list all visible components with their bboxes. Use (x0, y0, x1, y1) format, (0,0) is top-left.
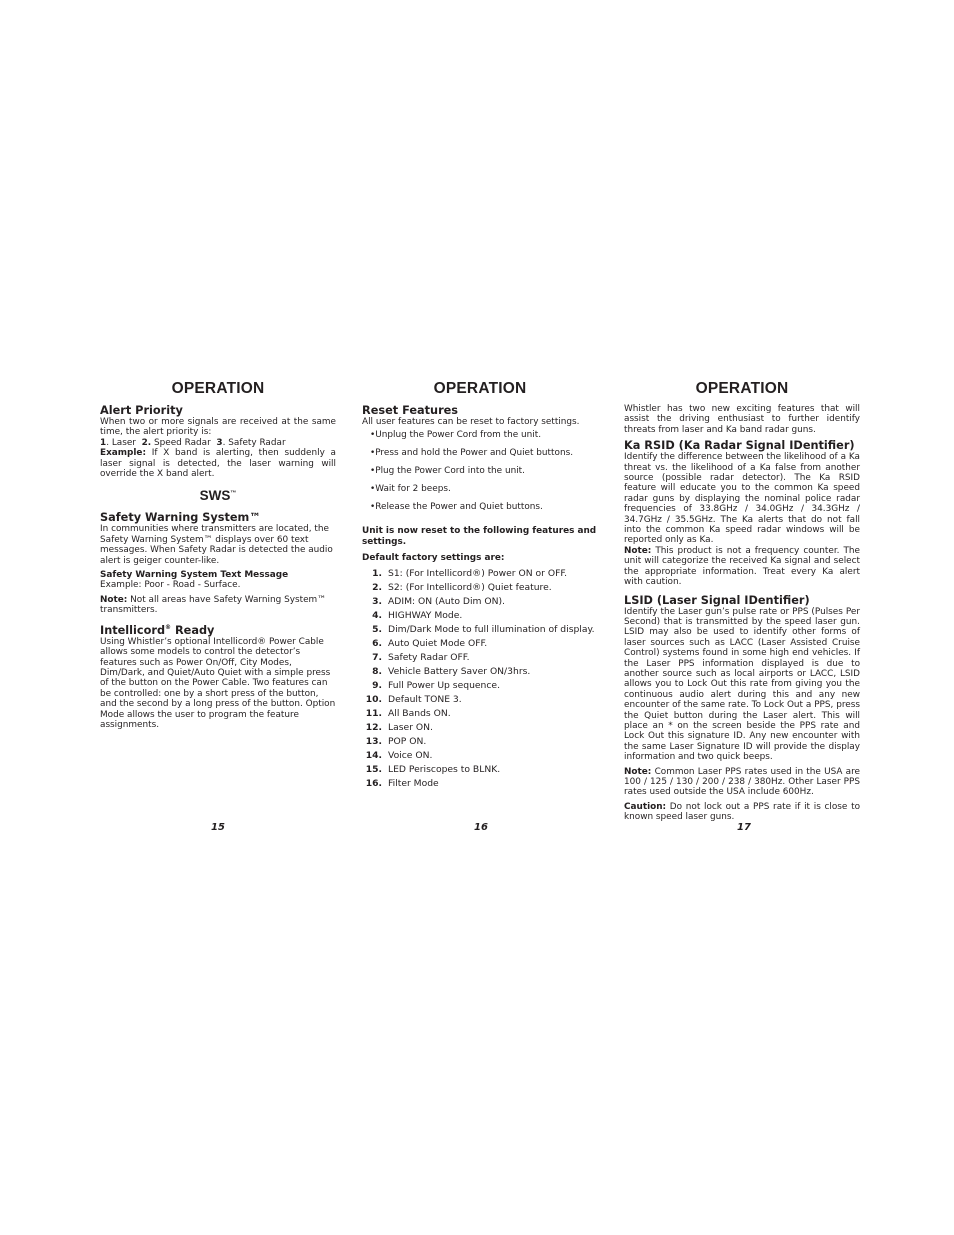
alert-priority-heading: Alert Priority (100, 404, 183, 417)
lsid-text: Identify the Laser gun’s pulse rate or PPS (Pulses Per Second) that is transmitted by the speed laser gun. LSID may also be used to identify other forms of laser sources such as LACC (Laser Assisted Cruise Control) systems found in some high end vehicles. If the Laser PPS information displayed is due to another source such as local airports or LACC, LSID allows you to Lock Out this rate from giving you the continuous audio alert during this and any new encounter of the same rate. To Lock Out a PPS, press the Quiet button during the Laser alert. This will place an * on the screen beside the PPS rate and Lock Out this signature ID. Any new encounter with the same Laser Signature ID will provide the display information and two quick beeps. (624, 606, 860, 763)
list-item (362, 639, 598, 653)
note-text: Not all areas have Safety Warning System™ transmitters. (100, 594, 327, 616)
sws-trademark: ™ (230, 490, 237, 497)
item-number: 6. (372, 637, 382, 649)
item-number: 14. (365, 749, 382, 761)
item-number: 4. (372, 609, 382, 621)
list-item (362, 709, 598, 723)
list-item (362, 569, 598, 583)
priority-2-number: 2. (141, 437, 152, 448)
caution-note (624, 802, 860, 823)
item-number: 8. (372, 665, 382, 677)
note-label: Note: (624, 545, 652, 556)
example-label: Example: (100, 448, 146, 459)
item-text: ADIM: ON (Auto Dim ON). (388, 595, 505, 607)
example-text: If X band is alerting, then suddenly a laser signal is detected, the laser warning will override the X band alert. (100, 448, 336, 480)
reset-intro: All user features can be reset to factory settings. (362, 417, 580, 427)
item-text: Filter Mode (388, 777, 439, 789)
sws-title (100, 488, 336, 503)
list-item (362, 653, 598, 667)
caution-text: Do not lock out a PPS rate if it is close to known speed laser guns. (624, 801, 860, 823)
item-text: Voice ON. (388, 749, 433, 761)
list-item (362, 625, 598, 639)
col3-intro: Whistler has two new exciting features that will assist the driving enthusiast to further identify threats from laser and Ka band radar guns. (624, 404, 860, 435)
page-16-column (362, 380, 598, 793)
item-number: 9. (372, 679, 382, 691)
item-text: LED Periscopes to BLNK. (388, 763, 501, 775)
list-item (362, 751, 598, 765)
item-number: 2. (372, 581, 382, 593)
reset-step: •Release the Power and Quiet buttons. (370, 502, 543, 513)
list-item (362, 779, 598, 793)
intellicord-heading-suffix: Ready (171, 623, 215, 637)
item-text: Auto Quiet Mode OFF. (388, 637, 488, 649)
page-title: OPERATION (433, 380, 527, 397)
item-text: HIGHWAY Mode. (388, 609, 463, 621)
page-15-column (100, 380, 336, 730)
list-item (362, 765, 598, 779)
default-settings-label: Default factory settings are: (362, 553, 505, 564)
list-item (362, 681, 598, 695)
intellicord-text: Using Whistler’s optional Intellicord® Power Cable allows some models to control the detector’s features such as Power On/Off, City Modes, Dim/Dark, and Quiet/Auto Quiet with a simple press of the button on the Power Cable. Two features can be controlled: one by a short press of the button, and the second by a long press of the button. Option Mode allows the user to program the feature assignments. (100, 636, 336, 730)
item-number: 10. (365, 693, 382, 705)
item-text: Default TONE 3. (388, 693, 462, 705)
list-item (362, 597, 598, 611)
item-number: 13. (365, 735, 382, 747)
page-17-column (624, 380, 860, 823)
list-item (362, 667, 598, 681)
item-number: 11. (365, 707, 382, 719)
item-text: All Bands ON. (388, 707, 451, 719)
item-number: 1. (372, 567, 382, 579)
reset-features-heading: Reset Features (362, 404, 459, 417)
item-text: Vehicle Battery Saver ON/3hrs. (388, 665, 531, 677)
lsid-heading: LSID (Laser Signal IDentifier) (624, 593, 810, 607)
alert-priority-intro: When two or more signals are received at the same time, the alert priority is: (100, 417, 336, 438)
item-number: 16. (365, 777, 382, 789)
page-title: OPERATION (695, 380, 789, 397)
reset-steps (362, 430, 598, 512)
item-text: Dim/Dark Mode to full illumination of display. (388, 623, 595, 635)
note-text: Common Laser PPS rates used in the USA are 100 / 125 / 130 / 200 / 238 / 380Hz. Other Laser PPS rates used outside the USA include 600Hz. (624, 766, 860, 798)
reset-step: •Press and hold the Power and Quiet buttons. (370, 448, 574, 459)
priority-3-number: 3 (216, 437, 223, 448)
sws-example: Example: Poor - Road - Surface. (100, 580, 241, 591)
priority-2-label: Speed Radar (153, 437, 211, 448)
item-number: 3. (372, 595, 382, 607)
note-label: Note: (100, 594, 128, 605)
registered-mark: ® (165, 623, 172, 631)
priority-1-number: 1 (100, 437, 107, 448)
reset-note: Unit is now reset to the following features and settings. (362, 526, 597, 547)
item-text: Safety Radar OFF. (388, 651, 470, 663)
item-text: Laser ON. (388, 721, 433, 733)
intellicord-heading (100, 624, 336, 637)
intellicord-heading-text: Intellicord (100, 623, 166, 637)
reset-step: •Wait for 2 beeps. (370, 484, 451, 495)
priority-1-label: . Laser (106, 437, 136, 448)
item-number: 5. (372, 623, 382, 635)
list-item (362, 611, 598, 625)
sws-text: In communities where transmitters are located, the Safety Warning System™ displays over 60 text messages. When Safety Radar is detected the audio alert is geiger counter-like. (100, 524, 333, 566)
sws-title-text: SWS (199, 488, 231, 504)
sws-note (100, 595, 336, 616)
item-text: Full Power Up sequence. (388, 679, 500, 691)
item-text: S1: (For Intellicord®) Power ON or OFF. (388, 567, 568, 579)
alert-priority-example (100, 448, 336, 479)
sws-heading: Safety Warning System™ (100, 511, 261, 525)
ka-rsid-text: Identify the difference between the likelihood of a Ka threat vs. the likelihood of a Ka false from another source (possible radar detector). The Ka RSID feature will educate you to the common Ka speed radar guns by displaying the nominal police radar frequencies of 33.8GHz / 34.0GHz / 34.3GHz / 34.7GHz / 35.5GHz. The Ka alerts that do not fall into the common Ka speed radar windows will be reported only as Ka. (624, 452, 860, 546)
item-number: 15. (365, 763, 382, 775)
list-item (362, 737, 598, 751)
ka-rsid-heading: Ka RSID (Ka Radar Signal IDentifier) (624, 439, 855, 453)
page-title: OPERATION (171, 380, 265, 397)
reset-step: •Unplug the Power Cord from the unit. (370, 430, 542, 441)
list-item (362, 583, 598, 597)
list-item (362, 695, 598, 709)
page-number: 15 (211, 822, 225, 833)
priority-3-label: . Safety Radar (222, 437, 286, 448)
caution-label: Caution: (624, 801, 667, 812)
alert-priority-order (100, 438, 336, 448)
item-number: 12. (365, 721, 382, 733)
ka-note (624, 546, 860, 588)
pps-note (624, 767, 860, 798)
reset-step: •Plug the Power Cord into the unit. (370, 466, 525, 477)
item-text: S2: (For Intellicord®) Quiet feature. (388, 581, 552, 593)
page-number: 17 (737, 822, 751, 833)
list-item (362, 723, 598, 737)
note-text: This product is not a frequency counter. The unit will categorize the received Ka signal and select the appropriate information. Treat every Ka alert with caution. (624, 545, 860, 588)
item-number: 7. (372, 651, 382, 663)
sws-subheading: Safety Warning System Text Message (100, 570, 289, 581)
default-settings-list (362, 569, 598, 793)
page-number: 16 (474, 822, 488, 833)
item-text: POP ON. (388, 735, 427, 747)
note-label: Note: (624, 766, 652, 777)
